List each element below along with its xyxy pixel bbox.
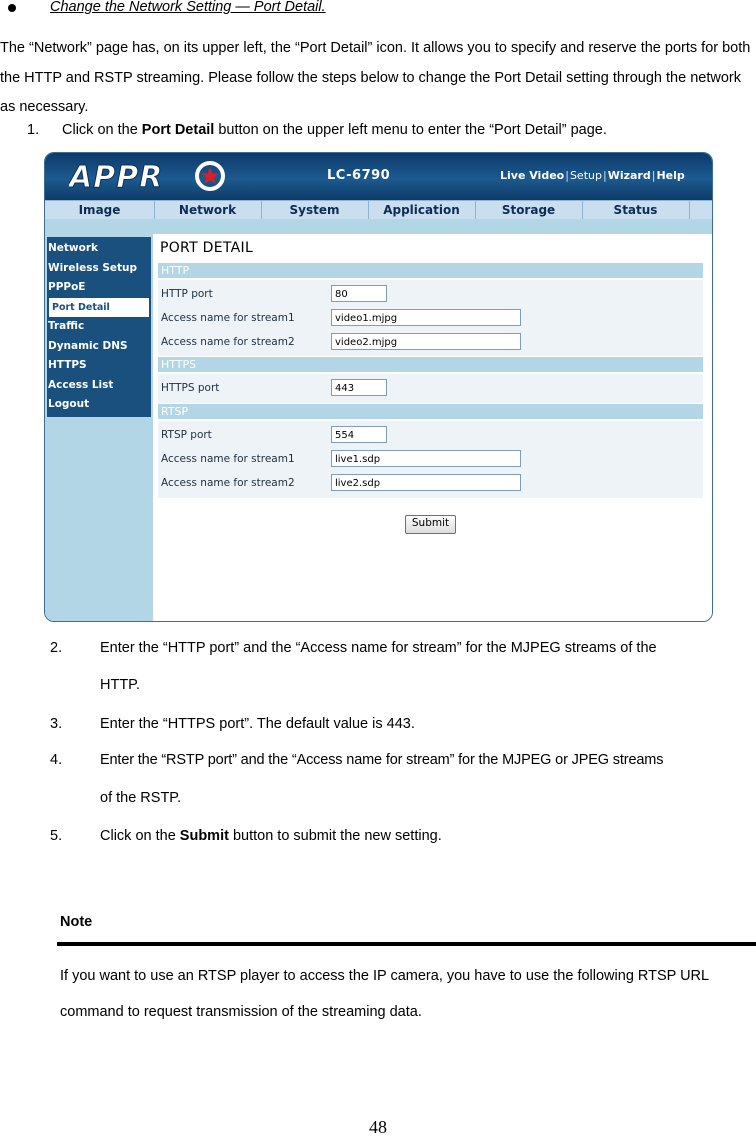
step-3-text: Enter the “HTTPS port”. The default value is 443. xyxy=(100,716,415,732)
menu-item-network[interactable]: Network xyxy=(48,242,99,254)
http-section-header: HTTP xyxy=(158,263,703,278)
wizard-link[interactable]: Wizard xyxy=(607,169,651,182)
tab-storage[interactable]: Storage xyxy=(475,201,583,219)
step-3-number: 3. xyxy=(50,716,63,732)
bullet-dot xyxy=(8,4,16,12)
section-heading: Change the Network Setting — Port Detail. xyxy=(50,0,326,15)
ui-header xyxy=(45,153,712,200)
rtsp-stream1-input[interactable]: live1.sdp xyxy=(331,450,521,467)
rtsp-stream1-label: Access name for stream1 xyxy=(161,453,295,465)
live-video-link[interactable]: Live Video xyxy=(500,169,565,182)
http-port-input[interactable]: 80 xyxy=(331,285,387,302)
note-text: If you want to use an RTSP player to access the IP camera, you have to use the following RTSP URL command to request transmission of the streaming data. xyxy=(60,968,709,1020)
rtsp-section-header: RTSP xyxy=(158,404,703,419)
step-5-text: Click on the Submit button to submit the new setting. xyxy=(100,828,442,844)
https-port-input[interactable]: 443 xyxy=(331,379,387,396)
rtsp-port-input[interactable]: 554 xyxy=(331,426,387,443)
camera-ui-screenshot xyxy=(44,152,713,622)
svg-text:APPR: APPR xyxy=(69,160,164,192)
tab-system[interactable]: System xyxy=(261,201,369,219)
tab-application[interactable]: Application xyxy=(368,201,476,219)
http-stream2-input[interactable]: video2.mjpg xyxy=(331,333,521,350)
https-section-header: HTTPS xyxy=(158,357,703,372)
menu-item-traffic[interactable]: Traffic xyxy=(48,320,85,332)
http-stream1-input[interactable]: video1.mjpg xyxy=(331,309,521,326)
step-4-number: 4. xyxy=(50,752,63,768)
step-4-text-line2: of the RSTP. xyxy=(100,790,182,806)
page-number: 48 xyxy=(369,1117,387,1137)
rtsp-stream2-label: Access name for stream2 xyxy=(161,477,295,489)
menu-item-https[interactable]: HTTPS xyxy=(48,359,87,371)
side-menu xyxy=(47,237,151,417)
top-links: Live Video|Setup|Wizard|Help xyxy=(500,169,685,182)
menu-item-logout[interactable]: Logout xyxy=(48,398,90,410)
https-section-body xyxy=(158,374,703,403)
http-stream1-label: Access name for stream1 xyxy=(161,312,295,324)
note-divider xyxy=(57,942,756,946)
setup-link[interactable]: Setup xyxy=(569,169,602,182)
intro-paragraph: The “Network” page has, on its upper left, the “Port Detail” icon. It allows you to specify and reserve the ports for both the HTTP and RSTP streaming. Please follow the steps below to change the Port Detail setting through the network as necessary. xyxy=(0,40,751,115)
page-title: PORT DETAIL xyxy=(160,240,254,256)
help-link[interactable]: Help xyxy=(656,169,685,182)
step-1-text: Click on the Port Detail button on the upper left menu to enter the “Port Detail” page. xyxy=(62,122,607,138)
menu-item-port-detail[interactable]: Port Detail xyxy=(49,298,149,318)
menu-item-pppoe[interactable]: PPPoE xyxy=(48,281,86,293)
port-detail-content xyxy=(153,234,712,621)
http-port-label: HTTP port xyxy=(161,288,213,300)
http-stream2-label: Access name for stream2 xyxy=(161,336,295,348)
tab-network[interactable]: Network xyxy=(154,201,262,219)
tab-image[interactable]: Image xyxy=(45,201,155,219)
rtsp-section-body xyxy=(158,421,703,498)
note-title: Note xyxy=(60,914,93,930)
step-1-number: 1. xyxy=(27,122,40,138)
submit-button[interactable]: Submit xyxy=(405,515,456,534)
tab-bar xyxy=(45,200,712,220)
menu-item-access-list[interactable]: Access List xyxy=(48,378,114,391)
menu-item-wireless-setup[interactable]: Wireless Setup xyxy=(48,261,138,274)
appro-logo xyxy=(69,160,231,192)
step-5-number: 5. xyxy=(50,828,63,844)
rtsp-port-label: RTSP port xyxy=(161,429,212,441)
http-section-body xyxy=(158,280,703,356)
menu-item-dynamic-dns[interactable]: Dynamic DNS xyxy=(48,339,128,352)
step-2-text-line1: Enter the “HTTP port” and the “Access name for stream” for the MJPEG streams of the xyxy=(100,640,657,656)
tab-status[interactable]: Status xyxy=(582,201,690,219)
rtsp-stream2-input[interactable]: live2.sdp xyxy=(331,474,521,491)
step-4-text-line1: Enter the “RSTP port” and the “Access name for stream” for the MJPEG or JPEG streams xyxy=(100,752,664,768)
step-2-text-line2: HTTP. xyxy=(100,677,141,693)
https-port-label: HTTPS port xyxy=(161,382,220,394)
model-name: LC-6790 xyxy=(327,168,391,183)
step-2-number: 2. xyxy=(50,640,63,656)
